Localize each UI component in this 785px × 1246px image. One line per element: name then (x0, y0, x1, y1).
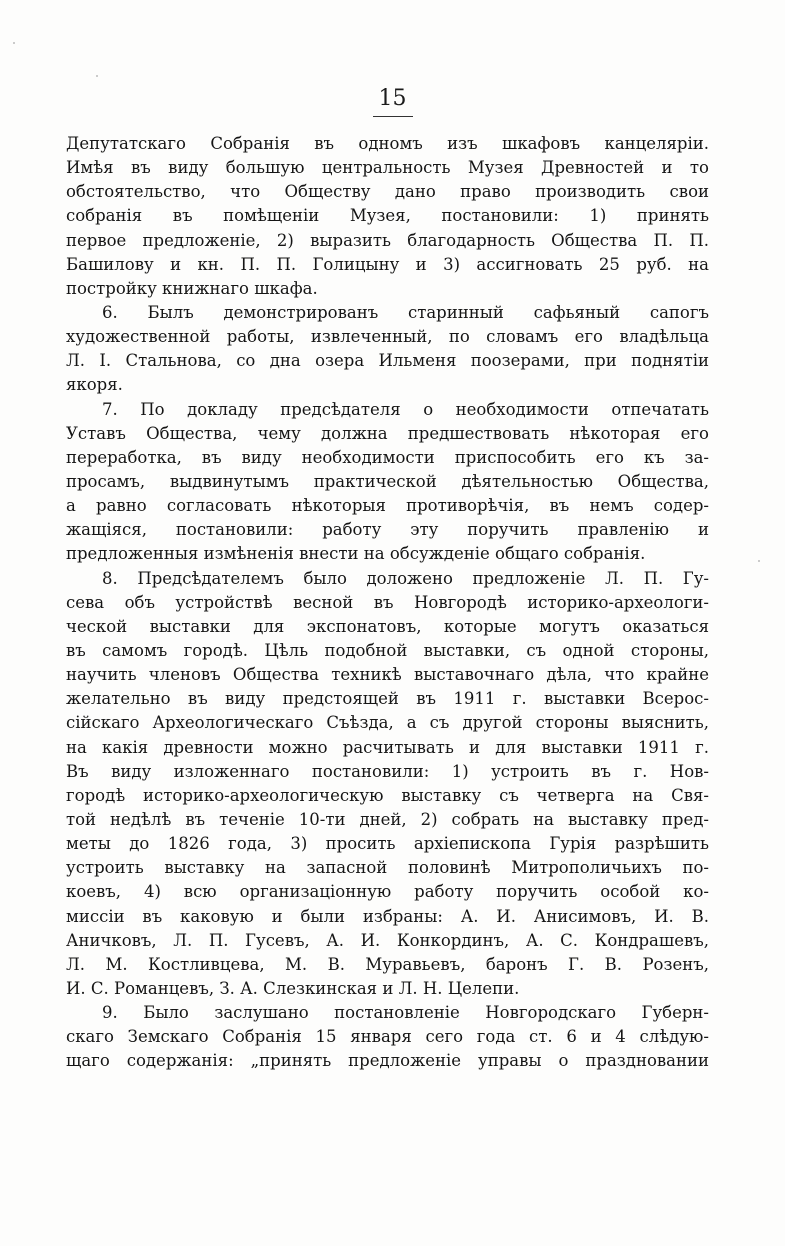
text-line: Депутатскаго Собранія въ одномъ изъ шкафовъ канцеляріи. (66, 134, 709, 153)
text-line: сева объ устройствѣ весной въ Новгородѣ историко-археологи- (66, 592, 709, 612)
text-line: 9. Было заслушано постановленіе Новгородскаго Губерн- (102, 1003, 709, 1023)
text-line: 7. По докладу предсѣдателя о необходимости отпечатать (102, 399, 709, 419)
text-line: 8. Предсѣдателемъ было доложено предложеніе Л. П. Гу- (102, 568, 709, 588)
text-line: въ самомъ городѣ. Цѣль подобной выставки, съ одной стороны, (66, 640, 709, 660)
text-line: Башилову и кн. П. П. Голицыну и 3) ассигновать 25 руб. на (66, 254, 709, 274)
text-line: Л. М. Костливцева, М. В. Муравьевъ, баронъ Г. В. Розенъ, (66, 954, 709, 974)
text-line: Имѣя въ виду большую центральность Музея Древностей и то (66, 158, 709, 178)
text-line: скаго Земскаго Собранія 15 января сего года ст. 6 и 4 слѣдую- (66, 1027, 709, 1047)
text-line: предложенныя измѣненія внести на обсужденіе общаго собранія. (66, 544, 646, 564)
text-line: коевъ, 4) всю организаціонную работу поручить особой ко- (66, 882, 709, 902)
text-line: городѣ историко-археологическую выставку съ четверга на Свя- (66, 785, 709, 805)
text-line: меты до 1826 года, 3) просить архіепископа Гурія разрѣшить (66, 834, 709, 854)
text-line: обстоятельство, что Обществу дано право производить свои (66, 182, 709, 202)
text-line: жащіяся, постановили: работу эту поручить правленію и (66, 520, 709, 540)
text-line: постройку книжнаго шкафа. (66, 278, 318, 298)
paper-speck (758, 560, 760, 562)
text-line: переработка, въ виду необходимости приспособить его къ за- (66, 447, 709, 467)
text-line: щаго содержанія: „принять предложеніе управы о праздновании (66, 1051, 709, 1071)
text-line: желательно въ виду предстоящей въ 1911 г. выставки Всерос- (66, 689, 709, 709)
text-line: И. С. Романцевъ, З. А. Слезкинская и Л. Н. Целепи. (66, 978, 520, 998)
paper-speck (96, 75, 98, 77)
text-line: ческой выставки для экспонатовъ, которые могутъ оказаться (66, 616, 709, 636)
text-line: устроить выставку на запасной половинѣ Митрополичьихъ по- (66, 858, 709, 878)
text-line: а равно согласовать нѣкоторыя противорѣчія, въ немъ содер- (66, 496, 709, 516)
text-line: Аничковъ, Л. П. Гусевъ, А. И. Конкординъ, А. С. Кондрашевъ, (66, 930, 709, 950)
text-line: якоря. (66, 375, 123, 395)
text-line: собранія въ помѣщеніи Музея, постановили: 1) принять (66, 206, 709, 226)
text-line: Въ виду изложеннаго постановили: 1) устроить въ г. Нов- (66, 761, 709, 781)
text-line: Уставъ Общества, чему должна предшествовать нѣкоторая его (66, 423, 709, 443)
text-line: просамъ, выдвинутымъ практической дѣятельностью Общества, (66, 471, 709, 491)
text-line: 6. Былъ демонстрированъ старинный сафьяный сапогъ (102, 302, 709, 322)
text-line: первое предложеніе, 2) выразить благодарность Общества П. П. (66, 230, 709, 250)
body-text (66, 132, 709, 1073)
page-number-text: 15 (373, 84, 413, 117)
text-line: на какія древности можно расчитывать и для выставки 1911 г. (66, 737, 709, 757)
page-number (0, 84, 785, 117)
text-line: сійскаго Археологическаго Съѣзда, а съ другой стороны выяснить, (66, 713, 709, 733)
text-line: миссіи въ каковую и были избраны: А. И. Анисимовъ, И. В. (66, 906, 709, 926)
text-line: Л. І. Стальнова, со дна озера Ильменя поозерами, при поднятіи (66, 351, 709, 371)
text-line: той недѣлѣ въ теченіе 10-ти дней, 2) собрать на выставку пред- (66, 809, 709, 829)
text-line: научить членовъ Общества техникѣ выставочнаго дѣла, что крайне (66, 665, 709, 685)
text-line: художественной работы, извлеченный, по словамъ его владѣльца (66, 327, 709, 347)
paper-speck (13, 42, 15, 44)
